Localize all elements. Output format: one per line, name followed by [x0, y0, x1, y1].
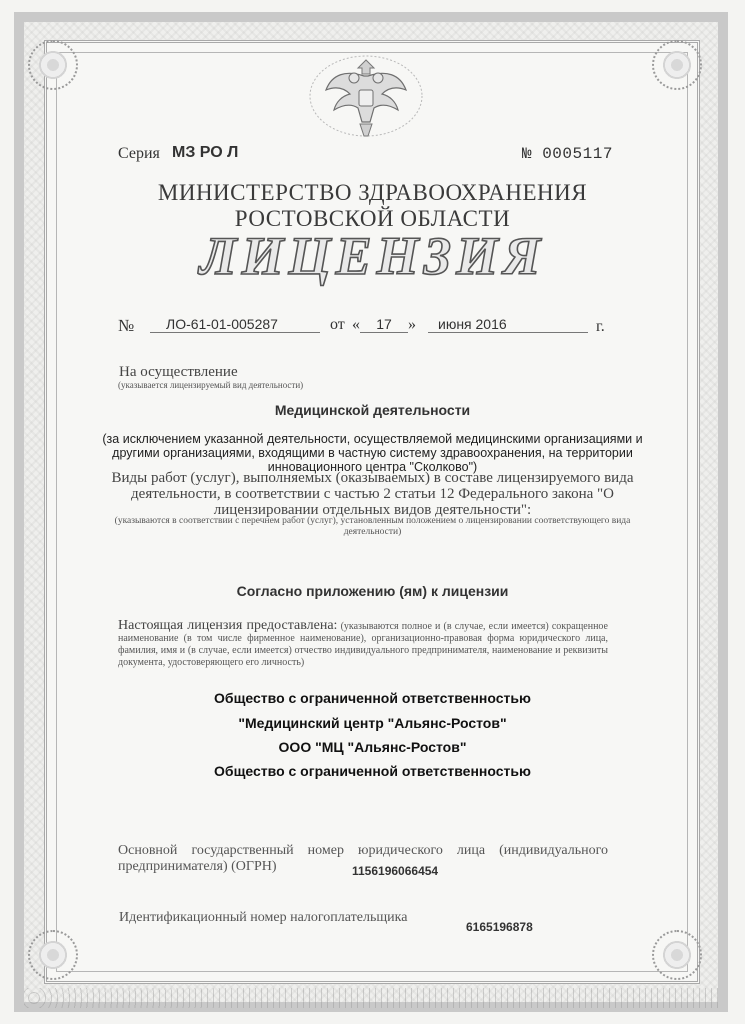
series-value: МЗ РО Л — [172, 144, 239, 161]
granted-hint: (указываются полное и (в случае, если имеется) сокращенное наименование (в том числе фирменное наименование), организационно-правовая форма юридического лица, фамилия, имя и (в случае, если имеется) отчество индивидуального предпринимателя, наименование и реквизиты документа, удостоверяющего его личность) — [118, 621, 608, 668]
activity-note: (за исключением указанной деятельности, осуществляемой медицинскими организациями и другими организациями, входящими в частную систему здравоохранения, на территории инновационного центра "Сколково") — [102, 432, 643, 474]
appendix-reference: Согласно приложению (ям) к лицензии — [236, 583, 509, 599]
license-day-group — [352, 316, 416, 334]
form-number: № 0005117 — [522, 145, 613, 163]
granted-to-block — [118, 620, 608, 669]
inn-label: Идентификационный номер налогоплательщика — [119, 910, 408, 925]
ministry-line-1: МИНИСТЕРСТВО ЗДРАВООХРАНЕНИЯ — [157, 180, 588, 205]
open-quote: « — [352, 316, 360, 333]
corner-rosette-bottom-right — [652, 930, 702, 980]
document-title: ЛИЦЕНЗИЯ — [199, 226, 546, 286]
organization-line-2: "Медицинский центр "Альянс-Ростов" — [238, 715, 507, 731]
license-month-year: июня 2016 — [428, 316, 588, 333]
activity-value: Медицинской деятельности — [274, 402, 471, 418]
activity-label: На осуществление — [119, 364, 238, 380]
year-suffix: г. — [596, 318, 605, 335]
organization-line-4: Общество с ограниченной ответственностью — [214, 763, 531, 779]
license-number: ЛО-61-01-005287 — [150, 316, 320, 333]
inn-value: 6165196878 — [466, 920, 533, 934]
bottom-ornament — [24, 988, 721, 1008]
series-label: Серия — [118, 145, 160, 162]
ministry-line-2: РОСТОВСКОЙ ОБЛАСТИ — [234, 206, 511, 231]
works-text: Виды работ (услуг), выполняемых (оказываемых) в составе лицензируемого вида деятельности, в соответствии с частью 2 статьи 12 Федерального закона "О лицензировании отдельных видов деятельности": — [111, 470, 634, 518]
ogrn-value: 1156196066454 — [352, 864, 439, 878]
ogrn-label: Основной государственный номер юридического лица (индивидуального предпринимателя) (ОГРН) — [118, 843, 608, 874]
close-quote: » — [408, 316, 416, 333]
license-number-label: № — [118, 316, 135, 335]
granted-lead: Настоящая лицензия предоставлена: — [118, 618, 338, 633]
coat-of-arms-icon — [306, 50, 426, 142]
activity-hint: (указывается лицензируемый вид деятельности) — [118, 380, 304, 390]
corner-rosette-top-right — [652, 40, 702, 90]
organization-line-3: ООО "МЦ "Альянс-Ростов" — [278, 739, 467, 755]
corner-rosette-bottom-left — [28, 930, 78, 980]
date-from-label: от — [330, 316, 345, 333]
works-hint: (указываются в соответствии с перечнем работ (услуг), установленным положением о лицензировании соответствующего вида деятельности) — [114, 516, 631, 537]
organization-line-1: Общество с ограниченной ответственностью — [214, 690, 531, 706]
license-day: 17 — [360, 316, 408, 333]
corner-rosette-top-left — [28, 40, 78, 90]
